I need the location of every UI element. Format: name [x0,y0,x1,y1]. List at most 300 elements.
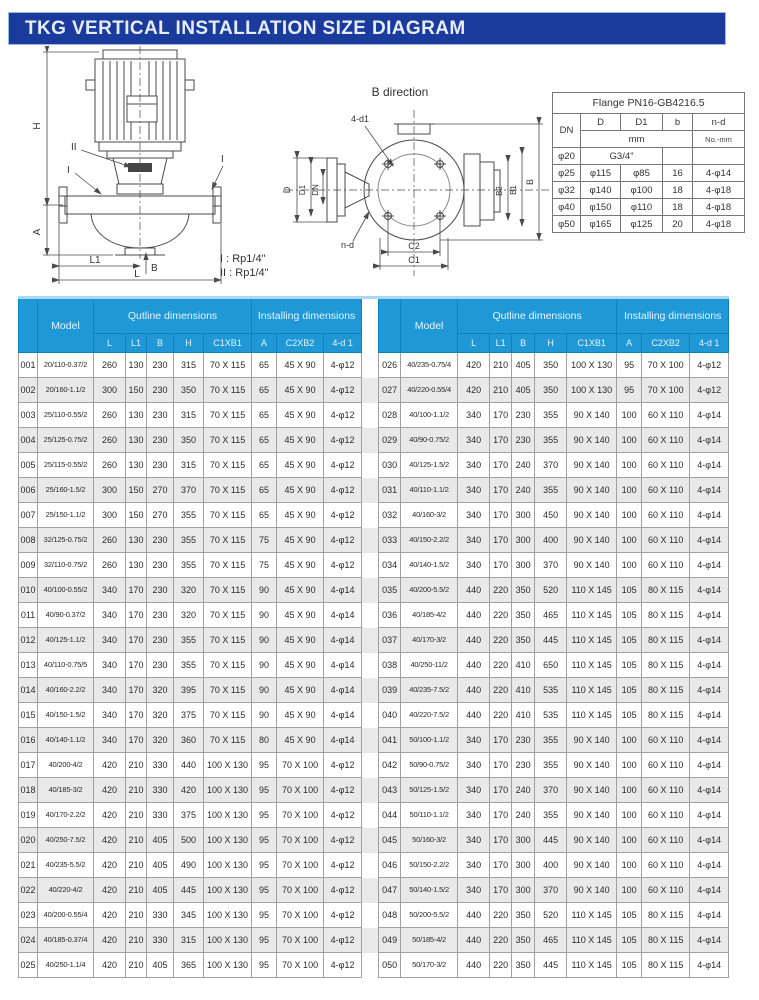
cell: 4-φ14 [690,478,729,503]
cell: 400 [535,528,567,553]
cell: 60 X 110 [642,453,690,478]
col-b: B [147,334,174,353]
cell: 170 [490,753,512,778]
flange-row [553,148,745,165]
table-spacer [362,878,379,903]
cell: 650 [535,653,567,678]
cell: 4-φ12 [324,803,362,828]
cell: 230 [512,753,535,778]
group-outline-dimensions: Qutline dimensions [458,298,617,334]
cell: 40/220-0.55/4 [401,378,458,403]
cell: 230 [147,428,174,453]
cell: 170 [490,453,512,478]
cell: 100 [617,403,642,428]
cell: 340 [458,403,490,428]
dim-label-c2: C2 [408,241,420,251]
cell: 046 [379,853,401,878]
cell: 80 X 115 [642,703,690,728]
pump-b-direction-diagram [255,80,555,292]
table-row [19,728,729,753]
cell: 020 [19,828,38,853]
cell: 60 X 110 [642,778,690,803]
cell: φ100 [621,182,663,199]
cell: 4-φ14 [690,578,729,603]
cell: 220 [490,578,512,603]
cell: 50/200-5.5/2 [401,903,458,928]
cell: 130 [126,553,147,578]
flange-row [553,216,745,233]
cell: 465 [535,928,567,953]
cell: 100 X 130 [204,878,252,903]
cell: 60 X 110 [642,753,690,778]
col-l1: L1 [126,334,147,353]
cell: 95 [252,778,277,803]
cell: 70 X 100 [277,778,324,803]
cell: 045 [379,828,401,853]
table-row [19,553,729,578]
cell: 300 [512,528,535,553]
cell: 4-φ14 [690,778,729,803]
cell: 013 [19,653,38,678]
table-row [19,578,729,603]
col-model: Model [38,298,94,353]
cell: 240 [512,778,535,803]
table-row [19,953,729,978]
cell: φ32 [553,182,581,199]
cell: 25/160-1.5/2 [38,478,94,503]
cell: 350 [535,353,567,378]
cell: 260 [94,403,126,428]
cell: 022 [19,878,38,903]
cell: 350 [512,953,535,978]
cell: 105 [617,578,642,603]
cell: 40/200-4/2 [38,753,94,778]
cell: 395 [174,678,204,703]
cell: 45 X 90 [277,453,324,478]
cell: 420 [94,778,126,803]
cell: 60 X 110 [642,528,690,553]
dimension-table [18,296,729,978]
cell: 4-φ18 [693,182,745,199]
cell: 4-φ12 [324,878,362,903]
table-spacer [362,703,379,728]
cell: 004 [19,428,38,453]
cell: 150 [126,378,147,403]
cell: 90 X 140 [567,803,617,828]
cell: 90 X 140 [567,853,617,878]
cell: 40/220-7.5/2 [401,703,458,728]
flange-unit-nd: No.-mm [693,131,745,148]
cell: 95 [252,878,277,903]
cell: 210 [490,378,512,403]
cell: 230 [147,403,174,428]
cell: 70 X 115 [204,503,252,528]
cell: 007 [19,503,38,528]
cell: 45 X 90 [277,428,324,453]
cell: 350 [512,578,535,603]
port-thread-notes [220,252,269,280]
table-spacer [362,478,379,503]
cell: 130 [126,428,147,453]
cell: 021 [19,853,38,878]
cell: 40/235-7.5/2 [401,678,458,703]
cell: 45 X 90 [277,353,324,378]
cell: 100 [617,803,642,828]
cell: 80 X 115 [642,578,690,603]
cell: 50/150-2.2/2 [401,853,458,878]
cell: 45 X 90 [277,378,324,403]
cell: 90 [252,578,277,603]
cell: 4-φ14 [690,528,729,553]
cell: 60 X 110 [642,478,690,503]
cell: 300 [94,378,126,403]
cell: 500 [174,828,204,853]
cell: 4-φ14 [324,728,362,753]
cell: 340 [458,503,490,528]
cell: 100 [617,753,642,778]
cell: 445 [174,878,204,903]
cell: 355 [174,503,204,528]
cell: 150 [126,503,147,528]
cell: 220 [490,903,512,928]
table-row [19,703,729,728]
table-row [19,378,729,403]
col-model: Model [401,298,458,353]
cell: 110 X 145 [567,903,617,928]
flange-row [553,199,745,216]
cell: 405 [147,853,174,878]
cell: 405 [147,878,174,903]
cell: 330 [147,903,174,928]
dim-label-b: B [151,263,158,274]
cell: 405 [512,378,535,403]
cell: 440 [458,703,490,728]
cell: 520 [535,903,567,928]
cell: 037 [379,628,401,653]
cell: 170 [490,778,512,803]
cell: 100 X 130 [204,828,252,853]
cell: φ25 [553,165,581,182]
cell: 003 [19,403,38,428]
cell: 040 [379,703,401,728]
bolt-label-nd: n-d [341,240,355,250]
cell: 019 [19,803,38,828]
table-row [19,478,729,503]
cell: 4-φ12 [324,403,362,428]
cell: 220 [490,628,512,653]
cell: 535 [535,678,567,703]
cell: 90 [252,628,277,653]
cell: 4-φ14 [690,403,729,428]
cell: 440 [458,953,490,978]
cell: 45 X 90 [277,678,324,703]
cell: 465 [535,603,567,628]
cell: 90 X 140 [567,428,617,453]
dim-label-h: H [32,122,43,130]
cell: 340 [458,553,490,578]
cell: 4-φ14 [324,603,362,628]
table-row [19,528,729,553]
cell: 40/110-0.75/5 [38,653,94,678]
cell: 70 X 100 [277,828,324,853]
cell: 95 [617,353,642,378]
cell: 70 X 100 [642,378,690,403]
cell: 023 [19,903,38,928]
cell: 016 [19,728,38,753]
cell: 014 [19,678,38,703]
cell: 340 [94,678,126,703]
cell: 60 X 110 [642,828,690,853]
flange-col-d1: D1 [621,114,663,131]
cell: 32/110-0.75/2 [38,553,94,578]
cell: 70 X 100 [277,753,324,778]
cell: 110 X 145 [567,578,617,603]
cell: 60 X 110 [642,403,690,428]
cell: 100 X 130 [204,778,252,803]
cell: 170 [126,728,147,753]
cell: 80 [252,728,277,753]
cell: 025 [19,953,38,978]
cell: 340 [458,428,490,453]
cell: 340 [458,878,490,903]
cell: 4-φ14 [690,803,729,828]
cell: 4-φ18 [693,216,745,233]
cell: 90 X 140 [567,503,617,528]
cell: 405 [147,828,174,853]
cell: 330 [147,753,174,778]
col-number [19,298,38,353]
table-spacer [362,903,379,928]
table-row [19,628,729,653]
cell: 70 X 100 [277,803,324,828]
cell: 420 [94,828,126,853]
cell: 027 [379,378,401,403]
cell: 355 [174,653,204,678]
cell: 50/100-1.1/2 [401,728,458,753]
flange-spec-table [552,92,745,233]
cell: 340 [94,603,126,628]
cell: 340 [94,653,126,678]
cell: 100 X 130 [204,903,252,928]
cell: 260 [94,553,126,578]
cell: 355 [174,528,204,553]
cell: 220 [490,603,512,628]
cell: 260 [94,428,126,453]
cell: 440 [458,578,490,603]
cell: 210 [126,753,147,778]
cell: 16 [663,165,693,182]
cell: 030 [379,453,401,478]
dim-label-b2: B2 [495,186,504,196]
cell: φ165 [581,216,621,233]
cell: 110 X 145 [567,928,617,953]
cell: 4-φ12 [324,853,362,878]
table-row [19,778,729,803]
cell: 4-φ14 [324,578,362,603]
cell: 355 [535,728,567,753]
cell: 410 [512,653,535,678]
cell: 050 [379,953,401,978]
table-spacer [362,628,379,653]
cell: 520 [535,578,567,603]
cell: φ85 [621,165,663,182]
table-spacer [362,298,379,353]
cell: 270 [147,503,174,528]
cell: 170 [490,728,512,753]
cell: 90 X 140 [567,878,617,903]
cell: 4-φ12 [324,503,362,528]
cell: 039 [379,678,401,703]
group-installing-dimensions: Installing dimensions [252,298,362,334]
cell: 370 [174,478,204,503]
cell: 330 [147,928,174,953]
cell: 130 [126,528,147,553]
dim-label-a: A [32,228,43,236]
cell: 350 [174,378,204,403]
cell: G3/4" [581,148,663,165]
table-row [19,853,729,878]
cell: 410 [512,703,535,728]
cell: 370 [535,553,567,578]
cell: 60 X 110 [642,878,690,903]
cell: 535 [535,703,567,728]
cell: 20/160-1.1/2 [38,378,94,403]
cell: 110 X 145 [567,678,617,703]
cell: 420 [94,853,126,878]
cell: 150 [126,478,147,503]
dim-label-dn: DN [311,184,320,196]
cell: 315 [174,403,204,428]
cell: 340 [94,728,126,753]
cell: 355 [535,428,567,453]
cell: 370 [535,453,567,478]
table-spacer [362,753,379,778]
cell: 40/250-7.5/2 [38,828,94,853]
cell: 90 [252,603,277,628]
cell: 75 [252,553,277,578]
table-spacer [362,653,379,678]
cell: 50/140-1.5/2 [401,878,458,903]
cell: 60 X 110 [642,553,690,578]
cell: 70 X 115 [204,428,252,453]
cell: 210 [126,828,147,853]
cell: φ50 [553,216,581,233]
cell: 90 [252,678,277,703]
cell: 4-φ14 [690,878,729,903]
cell: 048 [379,903,401,928]
cell: φ125 [621,216,663,233]
cell: 60 X 110 [642,428,690,453]
cell: 50/90-0.75/2 [401,753,458,778]
cell: 445 [535,828,567,853]
cell: 40/200-0.55/4 [38,903,94,928]
cell: 4-φ14 [690,828,729,853]
cell: 365 [174,953,204,978]
cell: 40/140-1.5/2 [401,553,458,578]
cell: 100 [617,878,642,903]
cell: 350 [512,903,535,928]
table-spacer [362,953,379,978]
table-row [19,903,729,928]
flange-col-d: D [581,114,621,131]
cell [663,148,693,165]
cell: 65 [252,403,277,428]
col-l: L [94,334,126,353]
cell: 4-φ12 [324,928,362,953]
cell: 105 [617,653,642,678]
cell: 110 X 145 [567,628,617,653]
cell: 445 [535,953,567,978]
cell: 40/250-1.1/4 [38,953,94,978]
cell: 4-φ12 [324,378,362,403]
cell: 420 [174,778,204,803]
table-spacer [362,853,379,878]
dim-label-b: B [525,178,535,186]
cell: 170 [490,853,512,878]
cell: 100 [617,853,642,878]
cell: 70 X 100 [277,878,324,903]
cell: 420 [458,378,490,403]
cell: 315 [174,928,204,953]
cell: 210 [126,903,147,928]
cell: 210 [126,928,147,953]
cell: 80 X 115 [642,953,690,978]
cell: 038 [379,653,401,678]
note-line-2: II : Rp1/4" [220,267,269,279]
cell: 95 [252,753,277,778]
cell: 90 X 140 [567,753,617,778]
table-row [19,453,729,478]
cell: 90 [252,703,277,728]
cell: 130 [126,353,147,378]
cell: 90 X 140 [567,528,617,553]
cell: 45 X 90 [277,528,324,553]
cell: 25/110-0.55/2 [38,403,94,428]
cell: 70 X 100 [277,903,324,928]
cell: 300 [512,828,535,853]
cell: 220 [490,653,512,678]
cell: 375 [174,703,204,728]
cell: 100 [617,453,642,478]
cell: 340 [94,578,126,603]
cell: 40/140-1.1/2 [38,728,94,753]
cell: 042 [379,753,401,778]
group-outline-dimensions: Qutline dimensions [94,298,252,334]
cell: 100 X 130 [204,953,252,978]
cell: 45 X 90 [277,728,324,753]
cell: 031 [379,478,401,503]
cell: 4-φ14 [690,678,729,703]
cell: 012 [19,628,38,653]
cell: 100 [617,553,642,578]
cell: 4-φ14 [690,953,729,978]
cell: 008 [19,528,38,553]
cell: 70 X 115 [204,653,252,678]
cell: 405 [512,353,535,378]
cell: 60 X 110 [642,728,690,753]
table-row [19,603,729,628]
cell: 300 [94,503,126,528]
cell: 4-φ18 [693,199,745,216]
cell: 036 [379,603,401,628]
cell: 320 [174,578,204,603]
cell: 65 [252,503,277,528]
cell: 440 [458,603,490,628]
table-spacer [362,828,379,853]
cell: 70 X 115 [204,478,252,503]
cell: 340 [458,478,490,503]
cell: 100 [617,778,642,803]
